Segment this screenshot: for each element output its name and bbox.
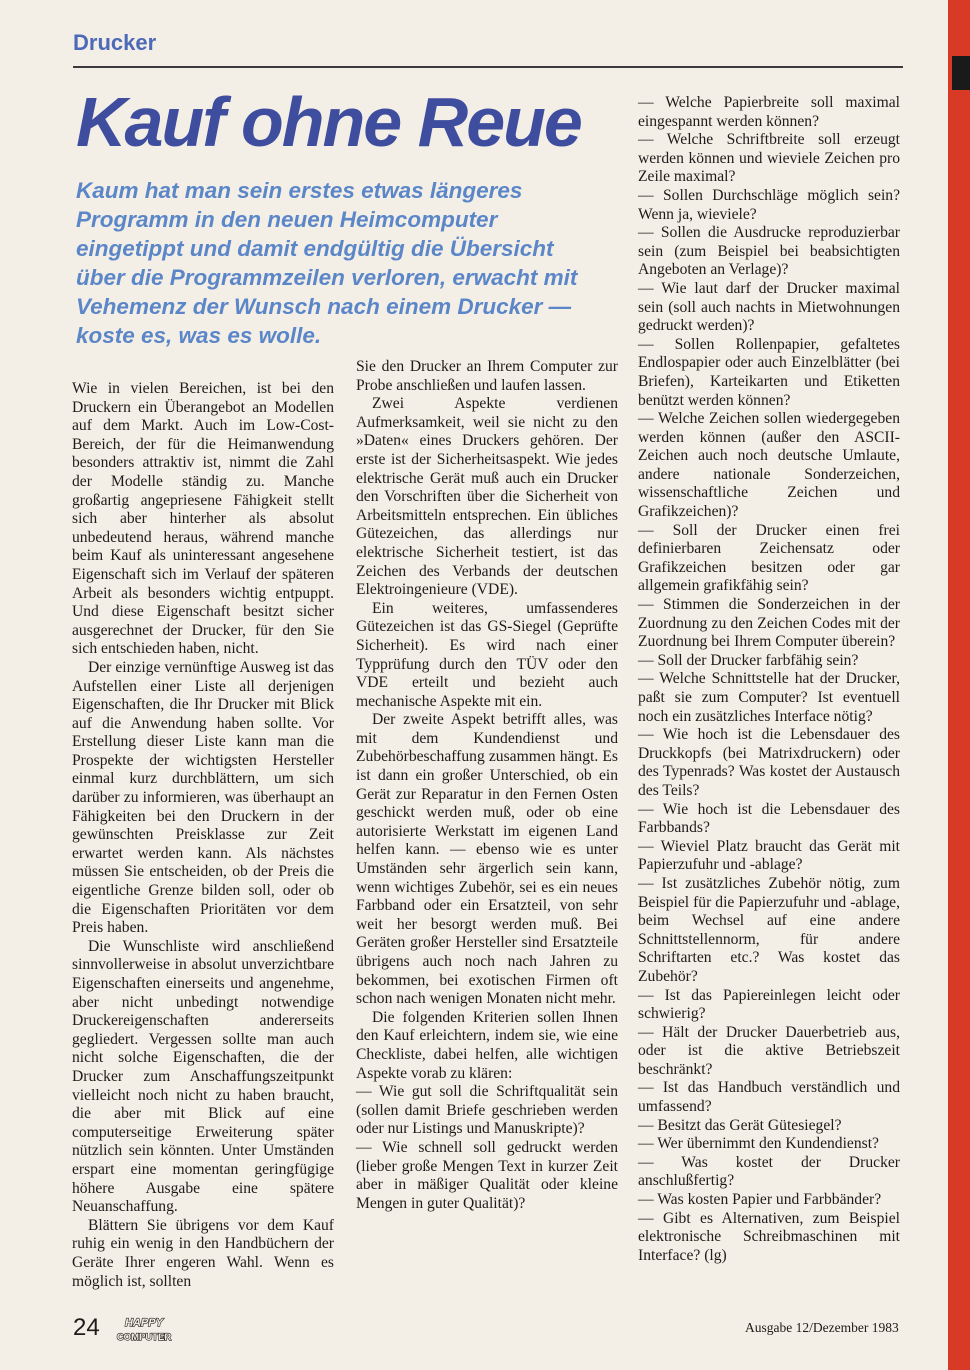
paragraph: Die folgenden Kriterien sollen Ihnen den Kauf erleichtern, indem sie, wie eine Checkliste, dabei helfen, alle wichtigen Aspekte vorab zu klären: [356,1008,618,1082]
paragraph: Blättern Sie übrigens vor dem Kauf ruhig ein wenig in den Handbüchern der Geräte Ihrer engeren Wahl. Wenn es möglich ist, sollten [72,1216,334,1290]
checklist-item: — Soll der Drucker farbfähig sein? [638,651,859,669]
checklist-item: — Ist zusätzliches Zubehör nötig, zum Beispiel für die Papierzufuhr und -ablage, beim Wechsel auf eine andere Schnittstellennorm, für andere Schriftarten etc.? Was kostet das Zubehör? [638,874,900,985]
checklist-item: — Gibt es Alternativen, zum Beispiel elektronische Schreibmaschinen mit Interface? (lg) [638,1209,900,1264]
checklist-item: — Wieviel Platz braucht das Gerät mit Papierzufuhr und -ablage? [638,837,900,874]
checklist-item: — Was kosten Papier und Farbbänder? [638,1191,882,1209]
checklist-item: — Sollen Rollenpapier, gefaltetes Endlospapier oder auch Einzelblätter (bei Briefen), Karteikarten und Etiketten benützt werden können? [638,335,900,409]
svg-text:COMPUTER: COMPUTER [116,1332,172,1343]
checklist-item: — Stimmen die Sonderzeichen in der Zuordnung zu den Zeichen Codes mit der Zuordnung bei Ihrem Computer überein? [638,596,900,651]
paragraph: Ein weiteres, umfassenderes Gütezeichen ist das GS-Siegel (Geprüfte Sicherheit). Es wird nach einer Typprüfung durch den TÜV oder den VDE erteilt und bezieht auch mechanische Aspekte mit ein. [356,599,618,710]
checklist-item: — Welche Schriftbreite soll erzeugt werden können und wieviele Zeichen pro Zeile maximal? [638,131,900,186]
section-label: Drucker [73,30,157,55]
page-number: 24 [73,1314,100,1341]
checklist-item: — Sollen Durchschläge möglich sein? Wenn ja, wieviele? [638,186,900,223]
checklist-item: — Welche Schnittstelle hat der Drucker, paßt sie zum Computer? Ist eventuell noch ein zusätzliches Interface nötig? [638,670,900,725]
checklist-item: — Wie gut soll die Schriftqualität sein (sollen damit Briefe geschrieben werden oder nur Listings und Manuskripte)? [356,1083,618,1138]
checklist-item: — Wie hoch ist die Lebensdauer des Farbbands? [638,800,900,837]
text-column-2 [356,358,618,1213]
checklist-item: — Was kostet der Drucker anschlußfertig? [638,1153,900,1190]
checklist-item: — Soll der Drucker einen frei definierbaren Zeichensatz oder Grafikzeichen besitzen oder gar allgemein grafikfähig sein? [638,521,900,595]
checklist-item: — Wie schnell soll gedruckt werden (lieber große Mengen Text in kurzer Zeit aber in mäßiger Qualität oder kleine Mengen in guter Qualität)? [356,1138,618,1212]
red-edge-stripe [948,0,970,1370]
checklist-item: — Wie hoch ist die Lebensdauer des Druckkopfs (bei Matrixdruckern) oder des Typenrads? Was kostet der Austausch des Teils? [638,726,900,799]
paragraph: Der zweite Aspekt betrifft alles, was mit dem Kundendienst und Zubehörbeschaffung zusammen hängt. Es ist dann ein großer Unterschied, ob ein Gerät zur Reparatur in den Fernen Osten geschickt werden muß, oder ob eine autorisierte Werkstatt im eigenen Land helfen kann. — ebenso wie es unter Umständen sehr ärgerlich sein kann, wenn wichtiges Zubehör, sei es ein neues Farbband oder ein Ersatzteil, von sehr weit her besorgt werden muß. Bei Geräten großer Hersteller sind Ersatzteile übrigens auch noch nach Jahren zu bekommen, bei exotischen Firmen oft schon nach wenigen Monaten nicht mehr. [356,711,618,1008]
paragraph: Die Wunschliste wird anschließend sinnvollerweise in absolut unverzichtbare Eigenschaften einerseits und angenehme, aber nicht unbedingt notwendige Druckereigenschaften andererseits gegliedert. Vergessen sollte man auch nicht solche Eigenschaften, die der Drucker zum Anschaffungszeitpunkt vielleicht noch nicht zu haben braucht, die aber mit Blick auf eine computerseitige Erweiterung später nützlich sein könnten. Unter Umständen erspart eine momentan geringfügige höhere Ausgabe eine spätere Neuanschaffung. [72,937,334,1216]
checklist-column [638,94,900,1265]
checklist-item: — Wie laut darf der Drucker maximal sein (soll auch nachts in Mietwohnungen gedruckt werden)? [638,279,900,335]
checklist-item: — Besitzt das Gerät Gütesiegel? [638,1116,842,1134]
paragraph: Wie in vielen Bereichen, ist bei den Druckern ein Überangebot an Modellen auf dem Markt. Auch im Low-Cost-Bereich, der für die Heimanwendung besonders attraktiv ist, nimmt die Zahl der Modelle ständig zu. Manche großartig angepriesene Fähigkeit stellt sich aber hinterher als absolut unbedeutend heraus, während manche beim Kauf als uninteressant angesehene Eigenschaft sich im Verlauf der späteren Arbeit als besonders wichtig entpuppt. Und diese Eigenschaft besitzt sicher ausgerechnet der Drucker, für den Sie sich entschieden haben, nicht. [72,380,334,658]
checklist-item: — Welche Zeichen sollen wiedergegeben werden können (außer den ASCII-Zeichen auch noch deutsche Umlaute, andere nationale Sonderzeichen, wissenschaftliche Zeichen und Grafikzeichen)? [638,410,900,521]
checklist-item: — Wer übernimmt den Kundendienst? [638,1135,879,1153]
issue-label: Ausgabe 12/Dezember 1983 [745,1320,899,1335]
checklist-item: — Sollen die Ausdrucke reproduzierbar sein (zum Beispiel bei beabsichtigten Angeboten an Verlage)? [638,224,900,279]
paragraph: Zwei Aspekte verdienen Aufmerksamkeit, weil sie nicht zu den »Daten« eines Druckers gehören. Der erste ist der Sicherheitsaspekt. Wie jedes elektrische Gerät muß auch ein Drucker den Vorschriften über die Sicherheit von Arbeitsmitteln entsprechen. Ein übliches Gütezeichen, das allerdings nur elektrische Sicherheit testiert, ist das Zeichen des Verbands der deutschen Elektroingenieure (VDE). [356,395,618,599]
checklist-item: — Ist das Papiereinlegen leicht oder schwierig? [638,986,900,1023]
header-rule [73,66,903,68]
text-column-1 [72,380,334,1291]
paragraph: Der einzige vernünftige Ausweg ist das Aufstellen einer Liste all derjenigen Eigenschaften, die Ihr Drucker mit Blick auf die Anwendung haben sollte. Vor Erstellung dieser Liste kann man die Prospekte der wichtigsten Hersteller einmal kurz durchblättern, um sich darüber zu informieren, was überhaupt an Fähigkeiten bei den Druckern in der gewünschten Preisklasse zur Zeit erwartet werden kann. Als nächstes müssen Sie entscheiden, ob der Preis die eigentliche Grenze bilden soll, oder ob die Eigenschaften Prioritäten vor dem Preis haben. [72,658,334,937]
magazine-logo [104,1313,184,1345]
checklist-item: — Ist das Handbuch verständlich und umfassend? [638,1079,900,1116]
paragraph: Sie den Drucker an Ihrem Computer zur Probe anschließen und laufen lassen. [356,358,618,394]
svg-text:HAPPY: HAPPY [125,1317,163,1329]
lead-paragraph: Kaum hat man sein erstes etwas längeres Programm in den neuen Heimcomputer eingetippt und damit endgültig die Übersicht über die Programmzeilen verloren, erwacht mit Vehemenz der Wunsch nach einem Drucker — koste es, was es wolle. [76,178,578,348]
checklist-item: — Welche Papierbreite soll maximal eingespannt werden können? [638,94,900,130]
checklist-item: — Hält der Drucker Dauerbetrieb aus, oder ist die aktive Betriebszeit beschränkt? [638,1023,900,1078]
edge-register-tab [952,56,970,90]
headline: Kauf ohne Reue [76,83,581,161]
